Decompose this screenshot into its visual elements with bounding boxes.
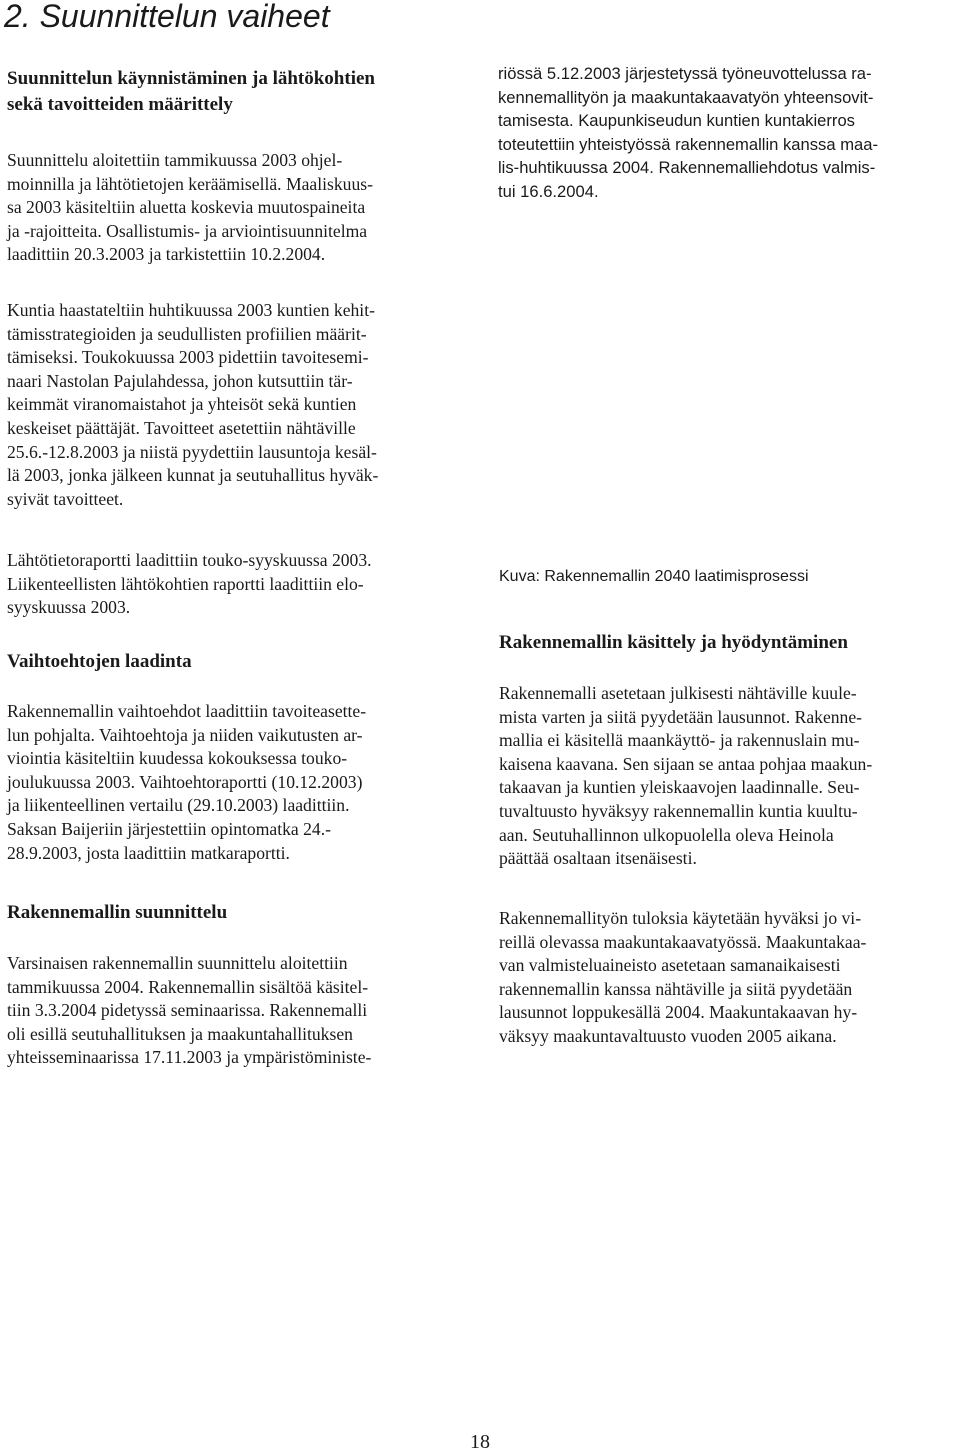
heading-vaihtoehtojen-laadinta bbox=[7, 649, 192, 675]
heading-suunnittelun-kaynnistaminen bbox=[7, 66, 375, 118]
text-line: syyskuussa 2003. bbox=[7, 597, 131, 618]
text-line: naari Nastolan Pajulahdessa, johon kutsuttiin tär- bbox=[7, 370, 353, 391]
text-line: Rakennemalli asetetaan julkisesti nähtäville kuule- bbox=[499, 683, 857, 703]
text-line: joulukuussa 2003. Vaihtoehtoraportti (10.12.2003) bbox=[7, 771, 363, 792]
text-line: ja liikenteellinen vertailu (29.10.2003) laadittiin. bbox=[7, 795, 350, 816]
text-line: tui 16.6.2004. bbox=[498, 181, 599, 201]
text-line: lausunnot loppukesällä 2004. Maakuntakaavan hy- bbox=[499, 1002, 858, 1023]
text-line: van valmisteluaineisto asetetaan samanaikaisesti bbox=[499, 955, 841, 976]
text-line: lun pohjalta. Vaihtoehtoja ja niiden vaikutusten ar- bbox=[7, 724, 363, 745]
text-line: Kuntia haastateltiin huhtikuussa 2003 kuntien kehit- bbox=[7, 300, 375, 320]
text-line: tammikuussa 2004. Rakennemallin sisältöä käsitel- bbox=[7, 976, 369, 997]
text-line: kennemallityön ja maakuntakaavatyön yhteensovit- bbox=[498, 87, 874, 107]
text-line: Saksan Baijeriin järjestettiin opintomatka 24.- bbox=[7, 818, 331, 839]
text-line: 28.9.2003, josta laadittiin matkaraportti. bbox=[7, 842, 290, 863]
heading-line: sekä tavoitteiden määrittely bbox=[7, 94, 233, 115]
text-line: tämisstrategioiden ja seudullisten profiilien määrit- bbox=[7, 323, 367, 344]
right-paragraph-2 bbox=[499, 682, 872, 871]
text-line: oli esillä seutuhallituksen ja maakuntahallituksen bbox=[7, 1023, 353, 1044]
text-line: moinnilla ja lähtötietojen keräämisellä. Maaliskuus- bbox=[7, 173, 373, 194]
text-line: riössä 5.12.2003 järjestetyssä työneuvottelussa ra- bbox=[498, 64, 872, 83]
text-line: Lähtötietoraportti laadittiin touko-syyskuussa 2003. bbox=[7, 550, 372, 570]
paragraph-2 bbox=[7, 299, 378, 511]
text-line: 25.6.-12.8.2003 ja niistä pyydettiin lausuntoja kesäl- bbox=[7, 441, 377, 462]
page-title: 2. Suunnittelun vaiheet bbox=[4, 0, 330, 34]
text-line: sa 2003 käsiteltiin aluetta koskevia muutospaineita bbox=[7, 197, 366, 218]
text-line: tiin 3.3.2004 pidetyssä seminaarissa. Rakennemalli bbox=[7, 1000, 368, 1021]
text-line: takaavan ja kuntien yleiskaavojen laadinnalle. Seu- bbox=[499, 777, 860, 798]
text-line: Rakennemallityön tuloksia käytetään hyväksi jo vi- bbox=[499, 908, 862, 928]
heading-line: Rakennemallin käsittely ja hyödyntäminen bbox=[499, 632, 848, 653]
text-line: rakennemallin kanssa nähtäville ja siitä pyydetään bbox=[499, 978, 853, 999]
paragraph-3 bbox=[7, 549, 372, 620]
right-paragraph-3 bbox=[499, 907, 866, 1049]
paragraph-1 bbox=[7, 149, 373, 267]
text-line: keskeiset päättäjät. Tavoitteet asetettiin nähtäville bbox=[7, 417, 356, 438]
text-line: ja -rajoitteita. Osallistumis- ja arviointisuunnitelma bbox=[7, 220, 368, 241]
text-line: keimmät viranomaistahot ja yhteisöt sekä kuntien bbox=[7, 394, 357, 415]
text-line: yhteisseminaarissa 17.11.2003 ja ympäristöministe- bbox=[7, 1047, 372, 1068]
right-paragraph-1 bbox=[498, 62, 878, 203]
text-line: lä 2003, jonka jälkeen kunnat ja seutuhallitus hyväk- bbox=[7, 465, 379, 486]
text-line: tämiseksi. Toukokuussa 2003 pidettiin tavoitesemi- bbox=[7, 347, 369, 368]
text-line: aan. Seutuhallinnon ulkopuolella oleva Heinola bbox=[499, 824, 834, 845]
text-line: syivät tavoitteet. bbox=[7, 488, 124, 509]
text-line: tuvaltuusto hyväksyy rakennemallin kuntia kuultu- bbox=[499, 800, 858, 821]
text-line: tamisesta. Kaupunkiseudun kuntien kuntakierros bbox=[498, 111, 855, 130]
page-number: 18 bbox=[470, 1431, 490, 1453]
text-line: toteutettiin yhteistyössä rakennemallin kanssa maa- bbox=[498, 134, 879, 154]
text-line: lis-huhtikuussa 2004. Rakennemalliehdotus valmis- bbox=[498, 158, 876, 177]
text-line: väksyy maakuntavaltuusto vuoden 2005 aikana. bbox=[499, 1025, 837, 1046]
text-line: päättää osaltaan itsenäisesti. bbox=[499, 848, 697, 869]
heading-line: Rakennemallin suunnittelu bbox=[7, 902, 228, 923]
heading-rakennemallin-kasittely bbox=[499, 630, 848, 656]
text-line: mista varten ja siitä pyydetään lausunnot. Rakenne- bbox=[499, 706, 863, 727]
paragraph-5 bbox=[7, 952, 371, 1070]
text-line: kaisena kaavana. Sen sijaan se antaa pohjaa maakun- bbox=[499, 753, 873, 774]
heading-line: Vaihtoehtojen laadinta bbox=[7, 651, 192, 672]
text-line: mallia ei käsitellä maankäyttö- ja rakennuslain mu- bbox=[499, 730, 860, 751]
text-line: laadittiin 20.3.2003 ja tarkistettiin 10.2.2004. bbox=[7, 244, 326, 265]
text-line: Suunnittelu aloitettiin tammikuussa 2003 ohjel- bbox=[7, 150, 343, 170]
figure-caption: Kuva: Rakennemallin 2040 laatimisprosessi bbox=[499, 568, 809, 585]
heading-line: Suunnittelun käynnistäminen ja lähtökohtien bbox=[7, 68, 375, 89]
paragraph-4 bbox=[7, 700, 366, 865]
text-line: Liikenteellisten lähtökohtien raportti laadittiin elo- bbox=[7, 573, 364, 594]
text-line: Rakennemallin vaihtoehdot laadittiin tavoiteasette- bbox=[7, 701, 367, 721]
text-line: reillä olevassa maakuntakaavatyössä. Maakuntakaa- bbox=[499, 931, 867, 952]
text-line: Varsinaisen rakennemallin suunnittelu aloitettiin bbox=[7, 953, 348, 973]
text-line: viointia käsiteltiin kuudessa kokouksessa touko- bbox=[7, 748, 348, 769]
heading-rakennemallin-suunnittelu bbox=[7, 900, 227, 926]
